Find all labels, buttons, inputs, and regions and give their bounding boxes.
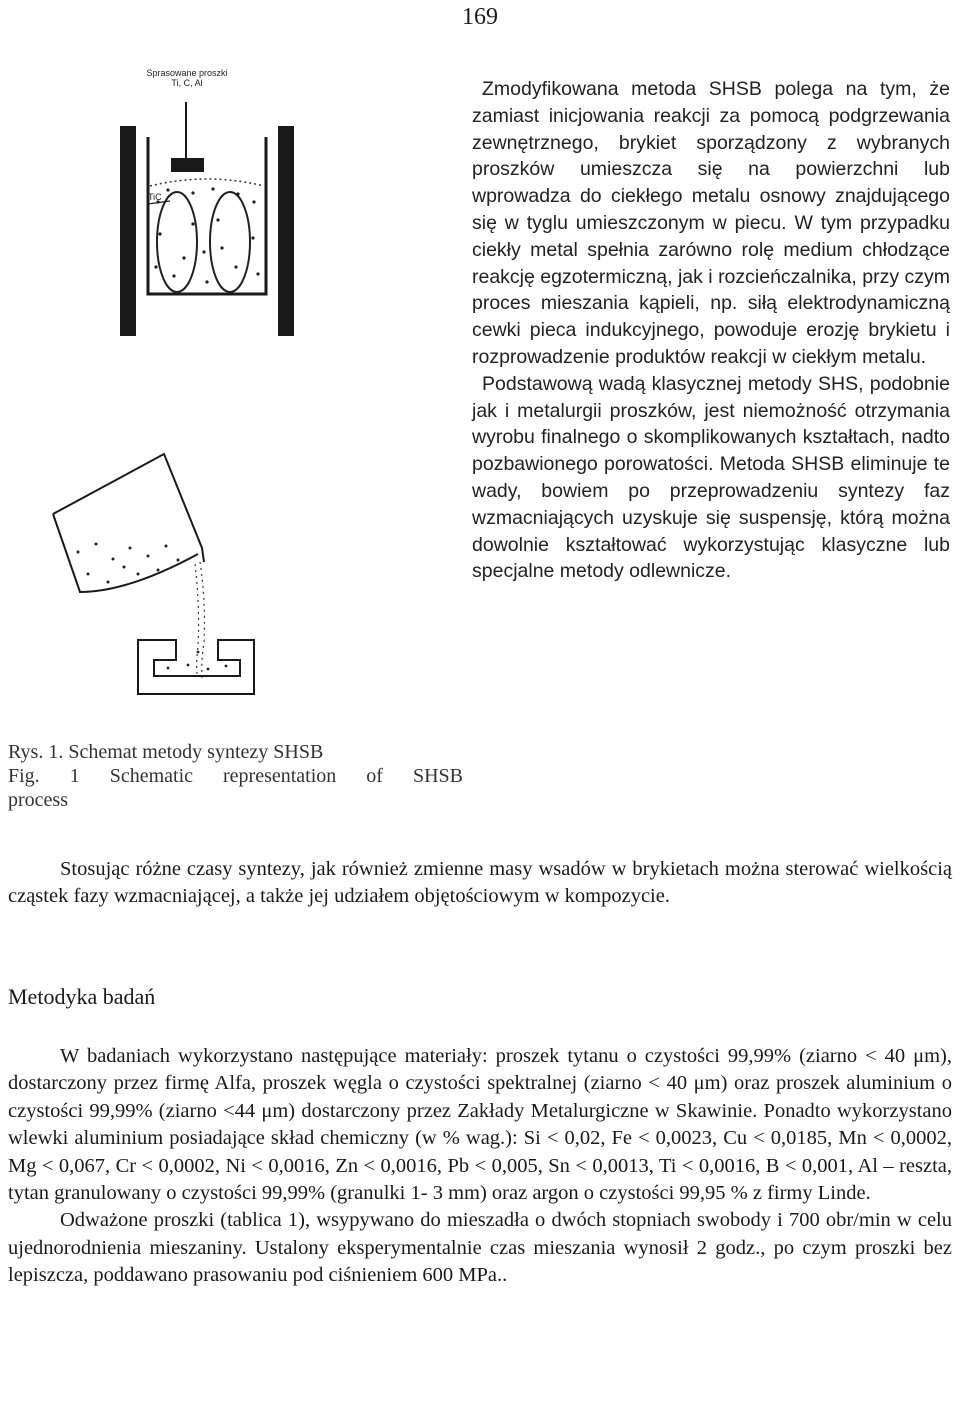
figure-label-powders-line2: Ti, C, Al: [171, 78, 203, 88]
figure-label-powders: [117, 68, 257, 88]
paragraph-materials: W badaniach wykorzystano następujące materiały: proszek tytanu o czystości 99,99% (ziarno < 40 μm), dostarczony przez firmę Alfa, proszek węgla o czystości spektralnej (ziarno < 40 μm) oraz proszek aluminium o czystości 99,99% (ziarno <44 μm) dostarczony przez Zakłady Metalurgiczne w Skawinie. Ponadto wykorzystano wlewki aluminium posiadające skład chemiczny (w % wag.): Si < 0,02, Fe < 0,0023, Cu < 0,0185, Mn < 0,0002, Mg < 0,067, Cr < 0,0002, Ni < 0,0016, Zn < 0,0016, Pb < 0,005, Sn < 0,0013, Ti < 0,0016, B < 0,001, Al – reszta, tytan granulowany o czystości 99,99% (granulki 1- 3 mm) oraz argon o czystości 99,95 % z firmy Linde.: [8, 1045, 952, 1205]
caption-english-line2: process: [8, 789, 68, 811]
paragraph-mixing: Odważone proszki (tablica 1), wsypywano do mieszadła o dwóch stopniach swobody i 700 obr/min w celu ujednorodnienia mieszaniny. Ustalony eksperymentalnie czas mieszania wynosił 2 godz., po czym proszki bez lepiszcza, poddawano prasowaniu pod ciśnieniem 600 MPa..: [8, 1209, 952, 1287]
paragraph-synthesis-control: Stosując różne czasy syntezy, jak również zmienne masy wsadów w brykietach można sterować wielkością cząstek fazy wzmacniającej, a także jej udziałem objętościowym w kompozycie.: [8, 858, 952, 908]
caption-english-line1: Fig. 1 Schematic representation of SHSB: [8, 765, 463, 787]
shsb-schematic-drawing: [8, 62, 463, 742]
shsb-schematic-figure: [8, 62, 463, 742]
right-column-text: [472, 76, 950, 585]
section-heading-methods: Metodyka badań: [8, 984, 156, 1009]
paragraph-shsb-method: Zmodyfikowana metoda SHSB polega na tym, że zamiast inicjowania reakcji za pomocą podgrzewania zewnętrznego, brykiet sporządzony z wybranych proszków umieszcza się na powierzchni lub wprowadza do ciekłego metalu osnowy znajdującego się w tyglu umieszczonym w piecu. W tym przypadku ciekły metal spełnia zarówno rolę medium chłodzące reakcję egzotermiczną, jak i rozcieńczalnika, przy czym proces mieszania kąpieli, np. siłą elektrodynamiczną cewki pieca indukcyjnego, powoduje erozję brykietu i rozprowadzenie produktów reakcji w ciekłym metalu.: [472, 78, 950, 368]
figure-label-tic: TiC: [148, 192, 162, 202]
full-width-methods: [8, 1043, 952, 1290]
figure-label-powders-line1: Sprasowane proszki: [146, 68, 228, 78]
full-width-intro: [8, 856, 952, 911]
paragraph-shs-drawbacks: Podstawową wadą klasycznej metody SHS, podobnie jak i metalurgii proszków, jest niemożność otrzymania wyrobu finalnego o skomplikowanych kształtach, nadto pozbawionego porowatości. Metoda SHSB eliminuje te wady, bowiem po przeprowadzeniu syntezy faz wzmacniających uzyskuje się suspensję, którą można dowolnie kształtować wykorzystując klasyczne lub specjalne metody odlewnicze.: [472, 372, 950, 583]
page-number: 169: [462, 4, 498, 30]
caption-polish: Rys. 1. Schemat metody syntezy SHSB: [8, 741, 324, 763]
figure-captions: [8, 740, 463, 812]
